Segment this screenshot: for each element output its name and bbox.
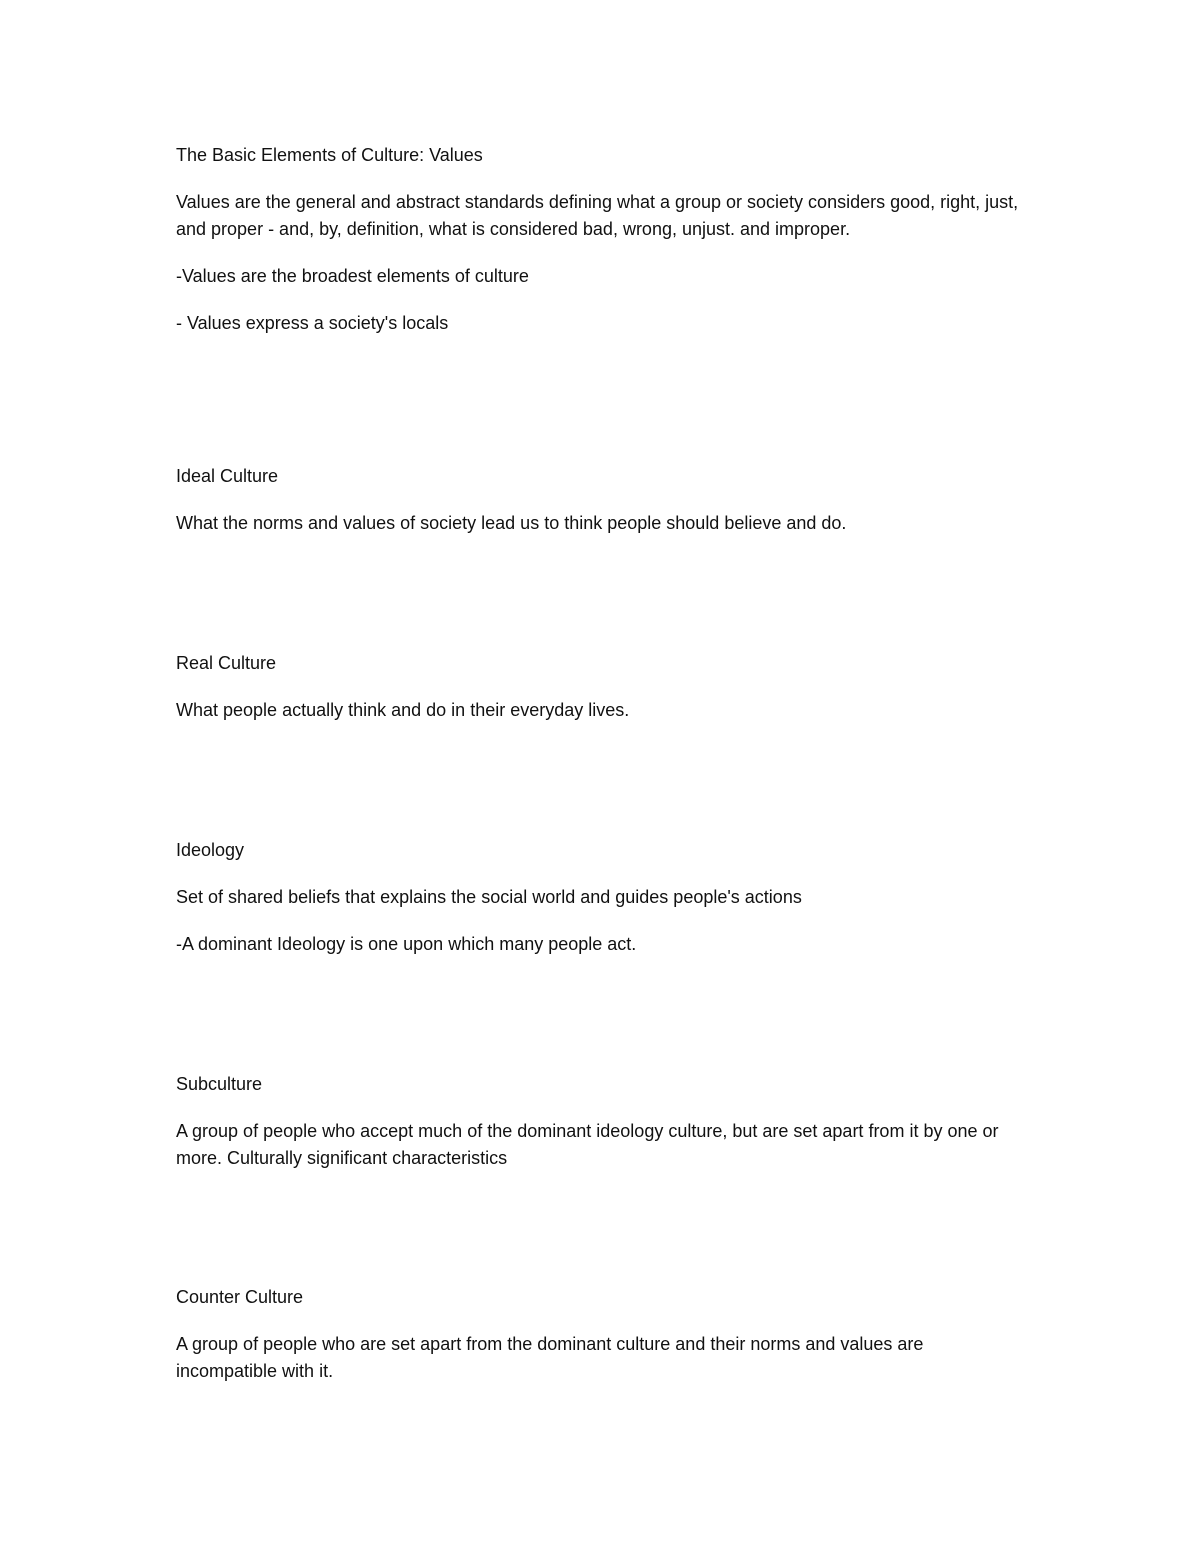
section-paragraph: What people actually think and do in their everyday lives. (176, 700, 630, 720)
section-paragraph: A group of people who accept much of the dominant ideology culture, but are set apart from it by one or more. Culturally significant characteristics (176, 1121, 999, 1168)
section-paragraph: A group of people who are set apart from the dominant culture and their norms and values are incompatible with it. (176, 1334, 924, 1381)
section-heading: The Basic Elements of Culture: Values (176, 145, 483, 165)
section-heading: Ideology (176, 840, 245, 860)
document-body (176, 142, 1026, 1404)
section-heading: Counter Culture (176, 1287, 304, 1307)
section-paragraph: Values are the general and abstract standards defining what a group or society considers good, right, just, and proper - and, by, definition, what is considered bad, wrong, unjust. and improper. (176, 192, 1019, 239)
section-paragraph: - Values express a society's locals (176, 313, 449, 333)
section-subculture (176, 1071, 1026, 1284)
section-ideal-culture (176, 463, 1026, 650)
section-heading: Subculture (176, 1074, 263, 1094)
section-heading: Ideal Culture (176, 466, 279, 486)
section-real-culture (176, 650, 1026, 837)
section-paragraph: -Values are the broadest elements of culture (176, 266, 529, 286)
section-heading: Real Culture (176, 653, 277, 673)
section-counter-culture (176, 1284, 1026, 1404)
section-paragraph: -A dominant Ideology is one upon which many people act. (176, 934, 637, 954)
section-ideology (176, 837, 1026, 1071)
section-paragraph: What the norms and values of society lead us to think people should believe and do. (176, 513, 847, 533)
section-paragraph: Set of shared beliefs that explains the social world and guides people's actions (176, 887, 802, 907)
section-values (176, 142, 1026, 463)
